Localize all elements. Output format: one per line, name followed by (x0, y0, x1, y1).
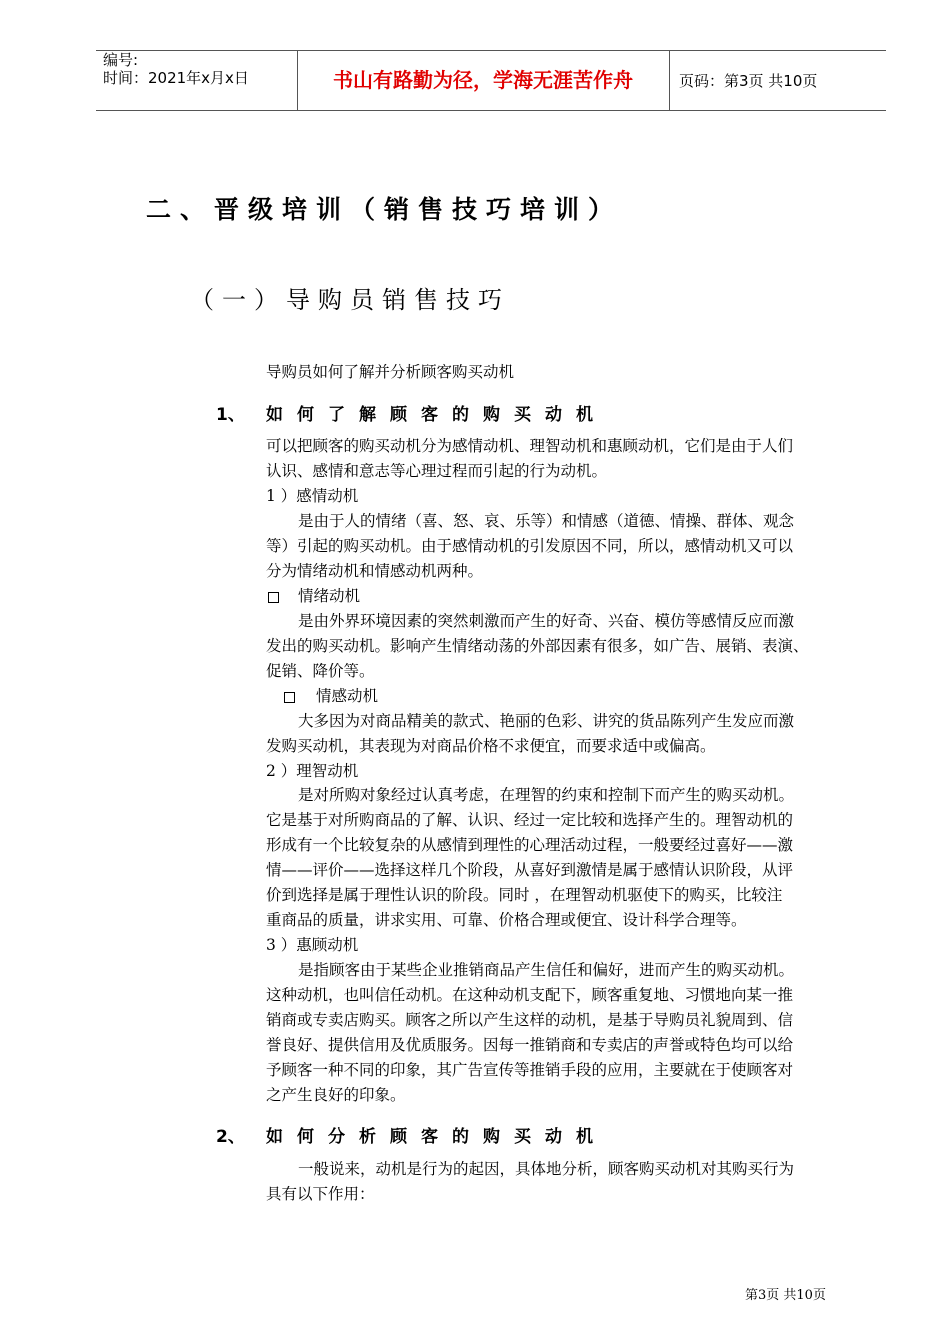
paragraph-line: 是指顾客由于某些企业推销商品产生信任和偏好，进而产生的购买动机。 (298, 961, 795, 979)
paragraph-line: 是对所购对象经过认真考虑，在理智的约束和控制下而产生的购买动机。 (298, 786, 795, 804)
section-heading: 如何分析顾客的购买动机 (266, 1127, 607, 1147)
section-number: 1、 (216, 405, 245, 425)
page-indicator: 页码：第3页 共10页 (679, 72, 818, 90)
paragraph-line: 销商或专卖店购买。顾客之所以产生这样的动机，是基于导购员礼貌周到、信 (266, 1011, 794, 1029)
section-subtitle: （一）导购员销售技巧 (190, 286, 510, 314)
paragraph-line: 之产生良好的印象。 (266, 1086, 406, 1104)
header-top-rule (96, 50, 886, 51)
page-footer: 第3页 共10页 (745, 1288, 826, 1303)
date-label: 时间：2021年x月x日 (103, 69, 249, 87)
paragraph-line: 这种动机，也叫信任动机。在这种动机支配下，顾客重复地、习惯地向某一推 (266, 986, 794, 1004)
paragraph-line: 重商品的质量，讲求实用、可靠、价格合理或便宜、设计科学合理等。 (266, 911, 747, 929)
paragraph-line: 一般说来，动机是行为的起因，具体地分析，顾客购买动机对其购买行为 (298, 1160, 795, 1178)
paragraph-line: 是由外界环境因素的突然刺激而产生的好奇、兴奋、模仿等感情反应而激 (298, 612, 795, 630)
paragraph-line: 誉良好、提供信用及优质服务。因每一推销商和专卖店的声誉或特色均可以给 (266, 1036, 794, 1054)
paragraph-line: 大多因为对商品精美的款式、艳丽的色彩、讲究的货品陈列产生发应而激 (298, 712, 795, 730)
list-item-label: 2 ）理智动机 (266, 762, 359, 780)
header-motto: 书山有路勤为径，学海无涯苦作舟 (333, 68, 633, 92)
paragraph-line: 具有以下作用： (266, 1185, 375, 1203)
paragraph-line: 形成有一个比较复杂的从感情到理性的心理活动过程，一般要经过喜好——激 (266, 836, 794, 854)
paragraph-line: 它是基于对所购商品的了解、认识、经过一定比较和选择产生的。理智动机的 (266, 811, 794, 829)
list-item-label: 1 ）感情动机 (266, 487, 359, 505)
list-item-label: 3 ）惠顾动机 (266, 936, 359, 954)
paragraph-line: 认识、感情和意志等心理过程而引起的行为动机。 (266, 462, 608, 480)
paragraph-line: 促销、降价等。 (266, 662, 375, 680)
paragraph-line: 是由于人的情绪（喜、怒、哀、乐等）和情感（道德、情操、群体、观念 (298, 512, 795, 530)
paragraph-line: 分为情绪动机和情感动机两种。 (266, 562, 484, 580)
paragraph-line: 予顾客一种不同的印象，其广告宣传等推销手段的应用，主要就在于使顾客对 (266, 1061, 794, 1079)
sub-item-label: 情绪动机 (298, 587, 361, 605)
section-number: 2、 (216, 1127, 245, 1147)
header-divider (669, 50, 670, 110)
paragraph-line: 发购买动机，其表现为对商品价格不求便宜，而要求适中或偏高。 (266, 737, 716, 755)
paragraph-line: 价到选择是属于理性认识的阶段。同时 ，在理智动机驱使下的购买，比较注 (266, 886, 783, 904)
header-bottom-rule (96, 110, 886, 111)
paragraph-line: 情——评价——选择这样几个阶段，从喜好到激情是属于感情认识阶段，从评 (266, 861, 794, 879)
paragraph-line: 发出的购买动机。影响产生情绪动荡的外部因素有很多，如广告、展销、表演、 (266, 637, 809, 655)
doc-number-label: 编号: (103, 51, 139, 69)
checkbox-bullet-icon (284, 692, 295, 703)
paragraph-line: 可以把顾客的购买动机分为感情动机、理智动机和惠顾动机，它们是由于人们 (266, 437, 794, 455)
sub-item-label: 情感动机 (316, 687, 379, 705)
page-title: 二、晋级培训（销售技巧培训） (146, 195, 623, 224)
checkbox-bullet-icon (268, 592, 279, 603)
paragraph-line: 等）引起的购买动机。由于感情动机的引发原因不同，所以，感情动机又可以 (266, 537, 794, 555)
section-heading: 如何了解顾客的购买动机 (266, 405, 607, 425)
intro-text: 导购员如何了解并分析顾客购买动机 (266, 363, 515, 381)
